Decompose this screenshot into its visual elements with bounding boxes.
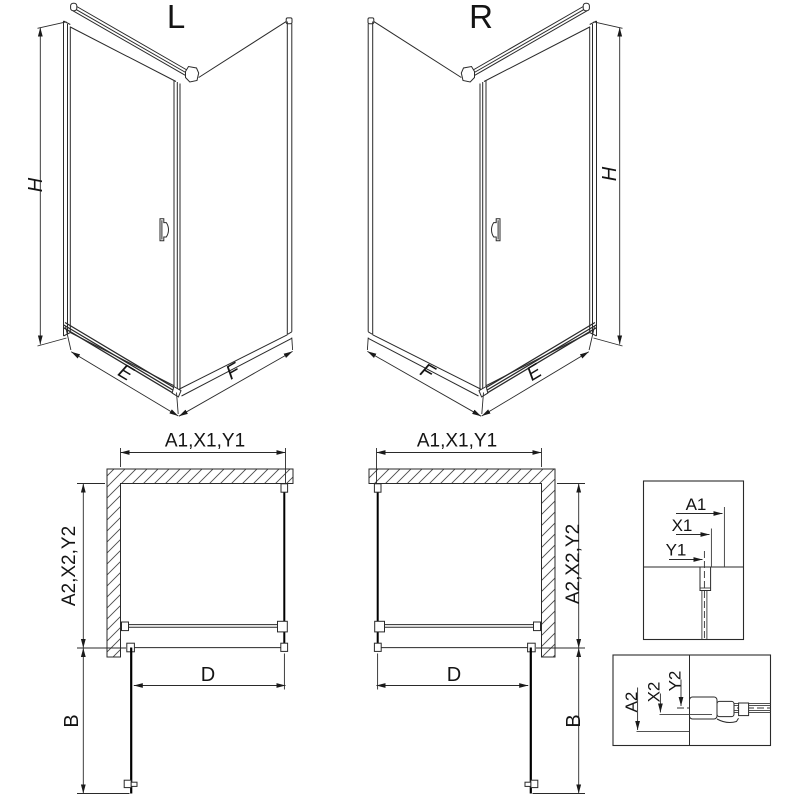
plan-left-door-opening-dim-label: D [200,664,216,686]
detail-wall-y1-label: Y1 [665,540,687,560]
wall-profile-detail [644,481,744,640]
iso-left-door-dim-label: E [114,359,137,386]
plan-left-top-dim-label: A1,X1,Y1 [164,430,246,452]
iso-view-right [367,0,622,416]
detail-floor-a2-label: A2 [622,691,641,713]
detail-floor-y2-label: Y2 [665,670,685,692]
iso-right-version-label: R [469,0,493,35]
detail-wall-x1-label: X1 [671,516,693,535]
iso-left-height-dim-label: H [25,177,47,193]
plan-view-right [369,431,585,794]
iso-left-side-dim-label: F [222,359,244,385]
detail-wall-a1-label: A1 [685,495,707,514]
plan-right-door-swing-dim-label: B [563,714,585,728]
iso-right-door-dim-label: E [523,359,546,386]
wall-hatched-right-plan [369,469,555,657]
iso-right-side-dim-label: F [416,359,438,385]
plan-left-side-dim-label: A2,X2,Y2 [59,525,80,607]
plan-right-door-opening-dim-label: D [446,664,462,686]
plan-view-left [59,431,293,794]
plan-right-top-dim-label: A1,X1,Y1 [416,430,498,452]
wall-hatched-left-plan [107,469,293,657]
iso-right-height-dim-label: H [599,166,621,182]
iso-left-version-label: L [166,0,186,35]
plan-left-door-swing-dim-label: B [61,714,83,728]
plan-right-side-dim-label: A2,X2,Y2 [563,523,584,605]
detail-floor-x2-label: X2 [644,681,664,703]
iso-view-left [25,0,293,416]
floor-profile-detail [613,655,771,746]
